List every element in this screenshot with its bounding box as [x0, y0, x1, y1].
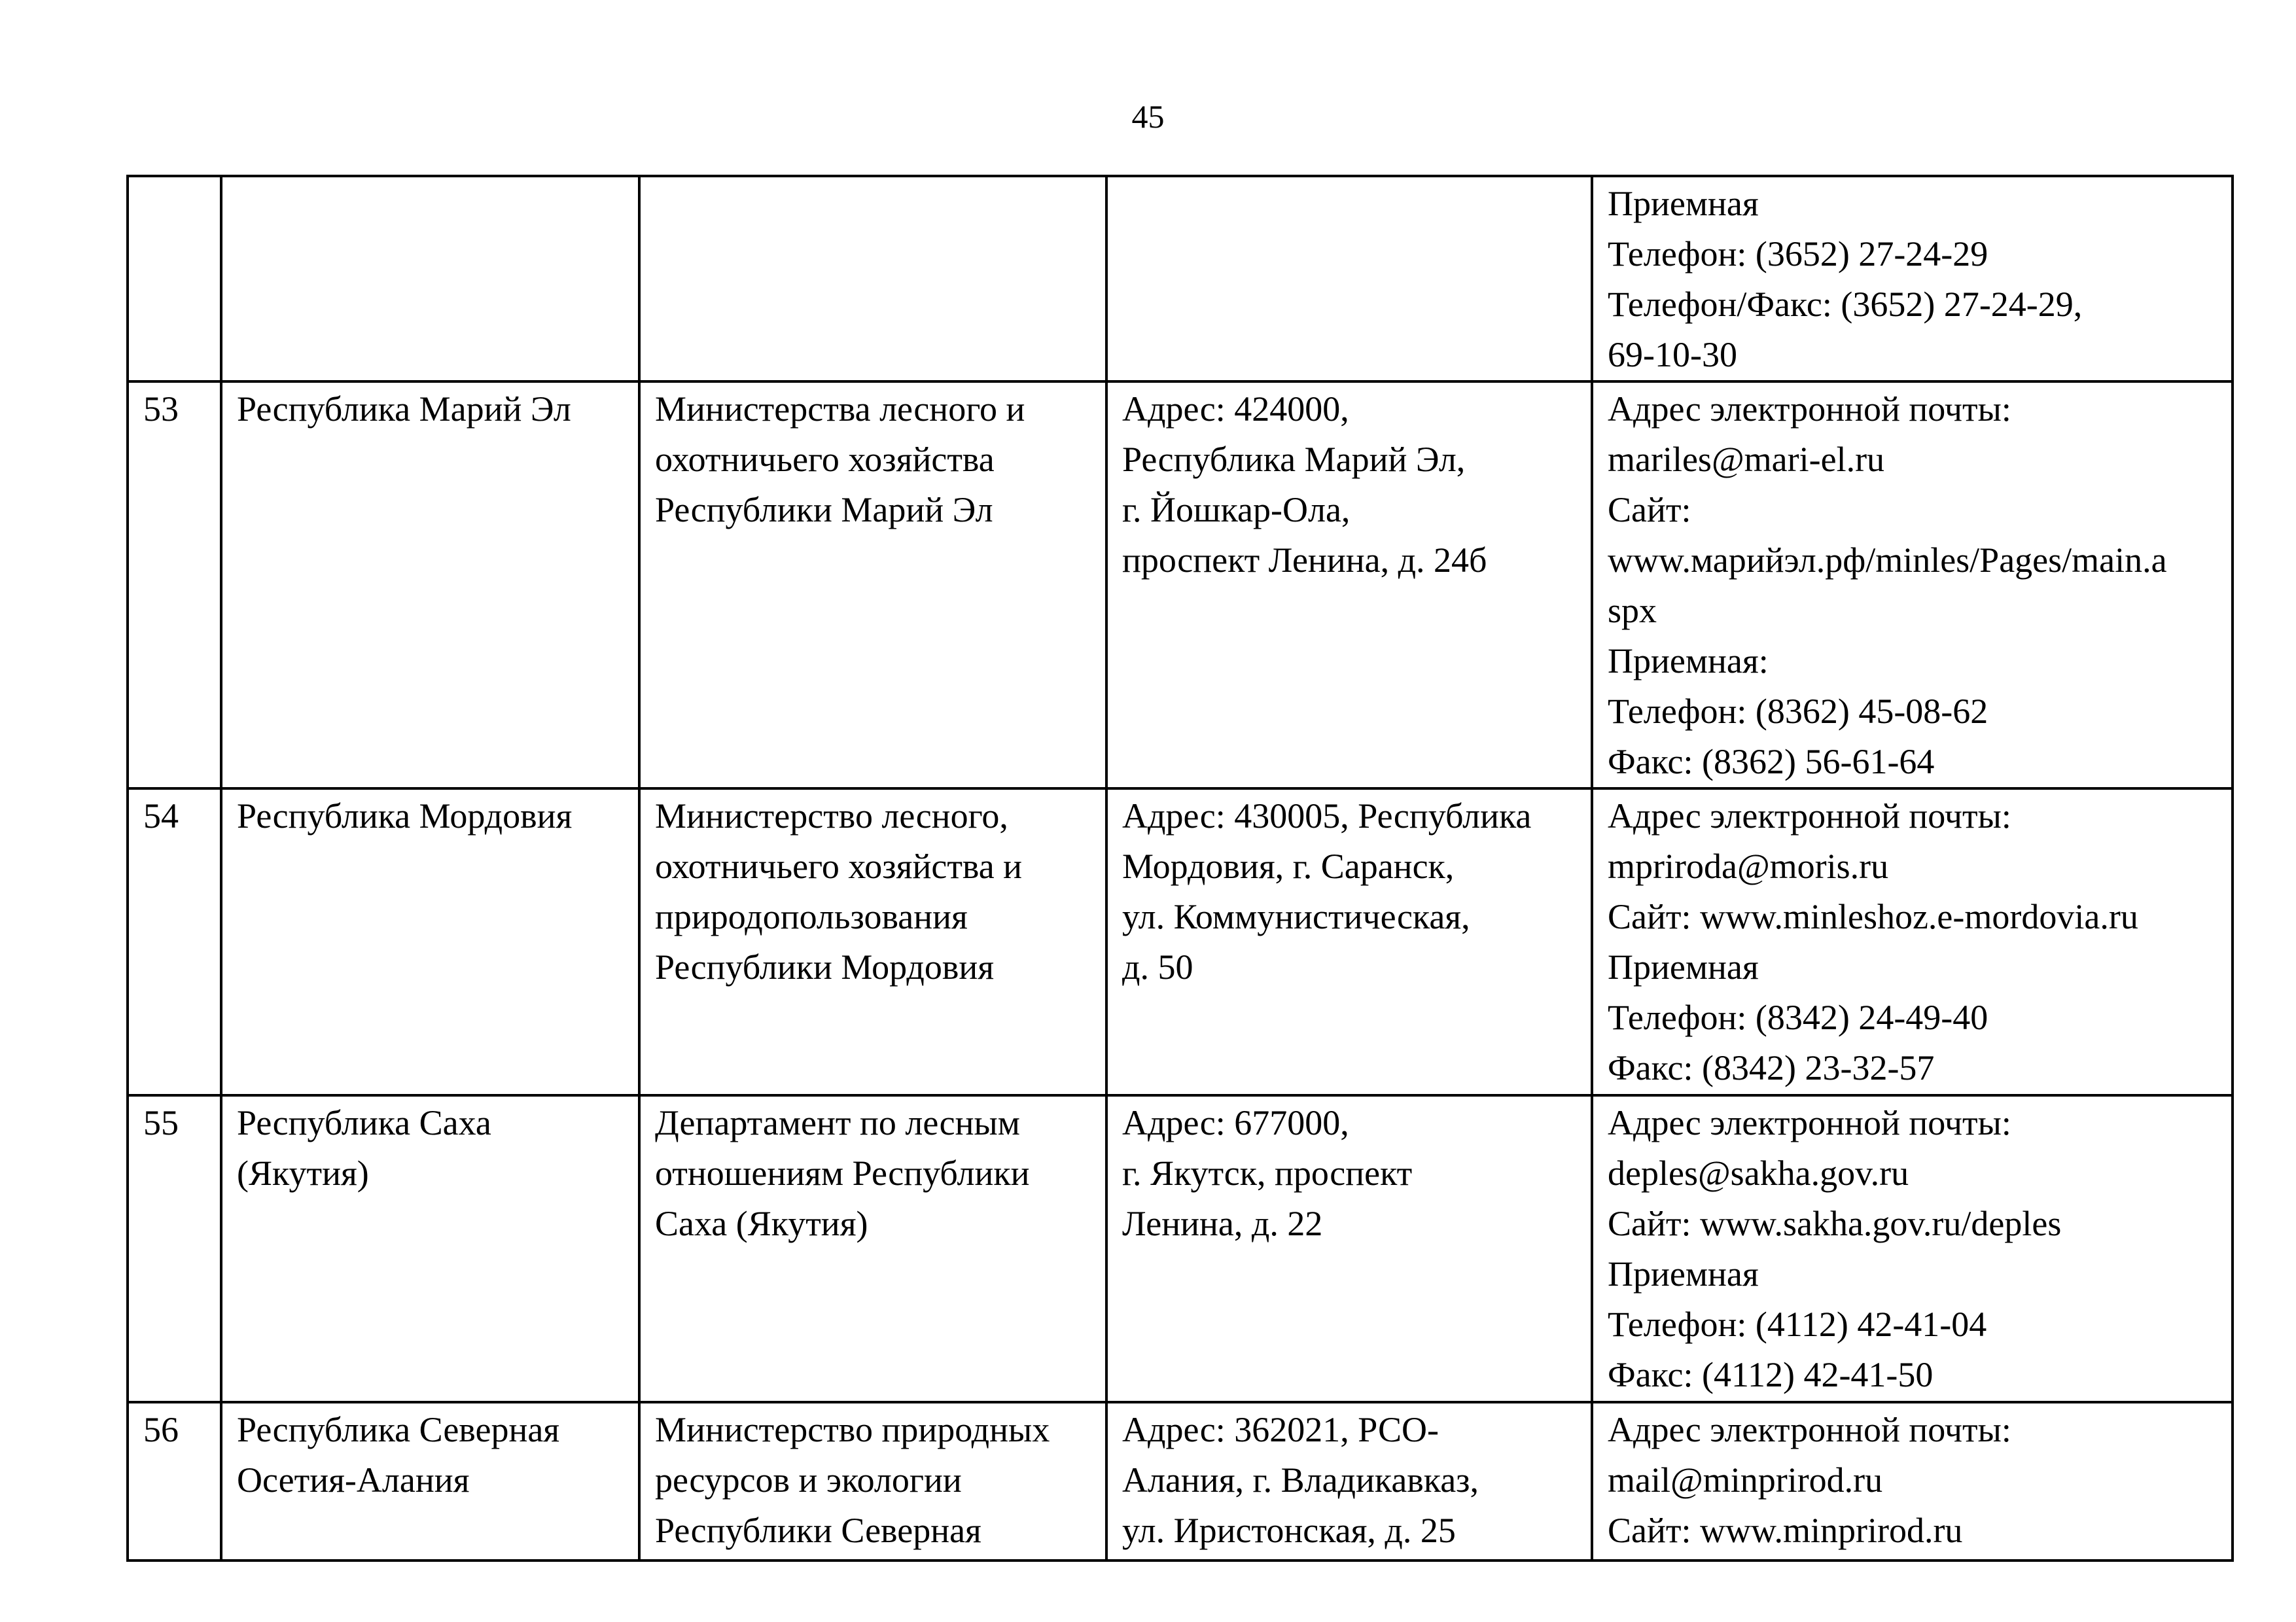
region-cell — [221, 381, 639, 788]
cell-text-line: Сайт: www.sakha.gov.ru/deples — [1608, 1204, 2062, 1243]
address-cell — [1106, 1095, 1592, 1402]
agency-cell — [639, 176, 1106, 381]
cell-text-line: Республики Мордовия — [655, 947, 995, 987]
cell-text-line: mariles@mari-el.ru — [1608, 440, 1885, 479]
cell-text-line: Ленина, д. 22 — [1122, 1204, 1323, 1243]
address-cell — [1106, 381, 1592, 788]
cell-text-line: Министерство лесного, — [655, 796, 1008, 836]
table-row — [128, 381, 2233, 788]
row-number-cell: 54 — [128, 788, 221, 1095]
cell-text-line: Адрес: 424000, — [1122, 389, 1349, 429]
cell-text-line: www.марийэл.рф/minles/Pages/main.a — [1608, 540, 2167, 580]
contacts-cell — [1592, 788, 2233, 1095]
cell-text-line: ресурсов и экологии — [655, 1460, 962, 1500]
agency-cell — [639, 788, 1106, 1095]
table-row — [128, 176, 2233, 381]
cell-text-line: Приемная: — [1608, 641, 1769, 680]
cell-text-line: ул. Коммунистическая, — [1122, 897, 1470, 936]
region-cell — [221, 1402, 639, 1560]
cell-text-line: Факс: (8362) 56-61-64 — [1608, 742, 1935, 781]
cell-text-line: Адрес электронной почты: — [1608, 796, 2011, 836]
cell-text-line: Адрес электронной почты: — [1608, 1103, 2011, 1142]
row-number-cell — [128, 176, 221, 381]
cell-text-line: отношениям Республики — [655, 1154, 1030, 1193]
cell-text-line: Республики Северная — [655, 1511, 981, 1550]
contacts-table — [126, 175, 2234, 1562]
cell-text-line: Приемная — [1608, 184, 1759, 223]
cell-text-line: (Якутия) — [237, 1154, 369, 1193]
cell-text-line: Республика Марий Эл — [237, 389, 571, 429]
cell-text-line: Республики Марий Эл — [655, 490, 993, 529]
agency-cell — [639, 381, 1106, 788]
row-number-cell: 56 — [128, 1402, 221, 1560]
cell-text-line: охотничьего хозяйства и — [655, 847, 1023, 886]
region-cell — [221, 176, 639, 381]
page-number: 45 — [1131, 98, 1165, 135]
cell-text-line: ул. Иристонская, д. 25 — [1122, 1511, 1456, 1550]
cell-text-line: Телефон: (8342) 24-49-40 — [1608, 998, 1988, 1037]
contacts-cell — [1592, 381, 2233, 788]
cell-text-line: Республика Мордовия — [237, 796, 573, 836]
cell-text-line: Мордовия, г. Саранск, — [1122, 847, 1455, 886]
cell-text-line: Телефон: (4112) 42-41-04 — [1608, 1305, 1987, 1344]
cell-text-line: Министерство природных — [655, 1410, 1050, 1449]
cell-text-line: Министерства лесного и — [655, 389, 1025, 429]
table-row — [128, 788, 2233, 1095]
cell-text-line: Саха (Якутия) — [655, 1204, 868, 1243]
cell-text-line: Республика Марий Эл, — [1122, 440, 1466, 479]
cell-text-line: Департамент по лесным — [655, 1103, 1020, 1142]
cell-text-line: Адрес: 677000, — [1122, 1103, 1349, 1142]
row-number-cell: 55 — [128, 1095, 221, 1402]
cell-text-line: mail@minprirod.ru — [1608, 1460, 1883, 1500]
address-cell — [1106, 1402, 1592, 1560]
cell-text-line: deples@sakha.gov.ru — [1608, 1154, 1909, 1193]
region-cell — [221, 788, 639, 1095]
cell-text-line: Осетия-Алания — [237, 1460, 470, 1500]
cell-text-line: г. Якутск, проспект — [1122, 1154, 1413, 1193]
cell-text-line: Адрес электронной почты: — [1608, 1410, 2011, 1449]
table-row — [128, 1402, 2233, 1560]
cell-text-line: г. Йошкар-Ола, — [1122, 490, 1351, 529]
contacts-cell — [1592, 1402, 2233, 1560]
cell-text-line: проспект Ленина, д. 24б — [1122, 540, 1487, 580]
address-cell — [1106, 176, 1592, 381]
cell-text-line: Сайт: www.minleshoz.e-mordovia.ru — [1608, 897, 2138, 936]
address-cell — [1106, 788, 1592, 1095]
region-cell — [221, 1095, 639, 1402]
cell-text-line: Сайт: — [1608, 490, 1691, 529]
cell-text-line: spx — [1608, 591, 1657, 630]
cell-text-line: Телефон: (8362) 45-08-62 — [1608, 692, 1988, 731]
cell-text-line: Сайт: www.minprirod.ru — [1608, 1511, 1963, 1550]
cell-text-line: Адрес: 430005, Республика — [1122, 796, 1532, 836]
cell-text-line: Приемная — [1608, 947, 1759, 987]
contacts-cell — [1592, 1095, 2233, 1402]
row-number-cell: 53 — [128, 381, 221, 788]
cell-text-line: Телефон/Факс: (3652) 27-24-29, — [1608, 285, 2083, 324]
cell-text-line: Факс: (8342) 23-32-57 — [1608, 1048, 1935, 1087]
cell-text-line: Факс: (4112) 42-41-50 — [1608, 1355, 1934, 1394]
cell-text-line: 69-10-30 — [1608, 335, 1737, 374]
cell-text-line: д. 50 — [1122, 947, 1193, 987]
cell-text-line: Республика Саха — [237, 1103, 491, 1142]
cell-text-line: Приемная — [1608, 1254, 1759, 1294]
table-row — [128, 1095, 2233, 1402]
cell-text-line: mpriroda@moris.ru — [1608, 847, 1889, 886]
cell-text-line: Республика Северная — [237, 1410, 560, 1449]
cell-text-line: Алания, г. Владикавказ, — [1122, 1460, 1479, 1500]
cell-text-line: Адрес: 362021, РСО- — [1122, 1410, 1439, 1449]
agency-cell — [639, 1095, 1106, 1402]
agency-cell — [639, 1402, 1106, 1560]
contacts-cell — [1592, 176, 2233, 381]
cell-text-line: Адрес электронной почты: — [1608, 389, 2011, 429]
cell-text-line: природопользования — [655, 897, 968, 936]
cell-text-line: охотничьего хозяйства — [655, 440, 995, 479]
cell-text-line: Телефон: (3652) 27-24-29 — [1608, 234, 1988, 273]
